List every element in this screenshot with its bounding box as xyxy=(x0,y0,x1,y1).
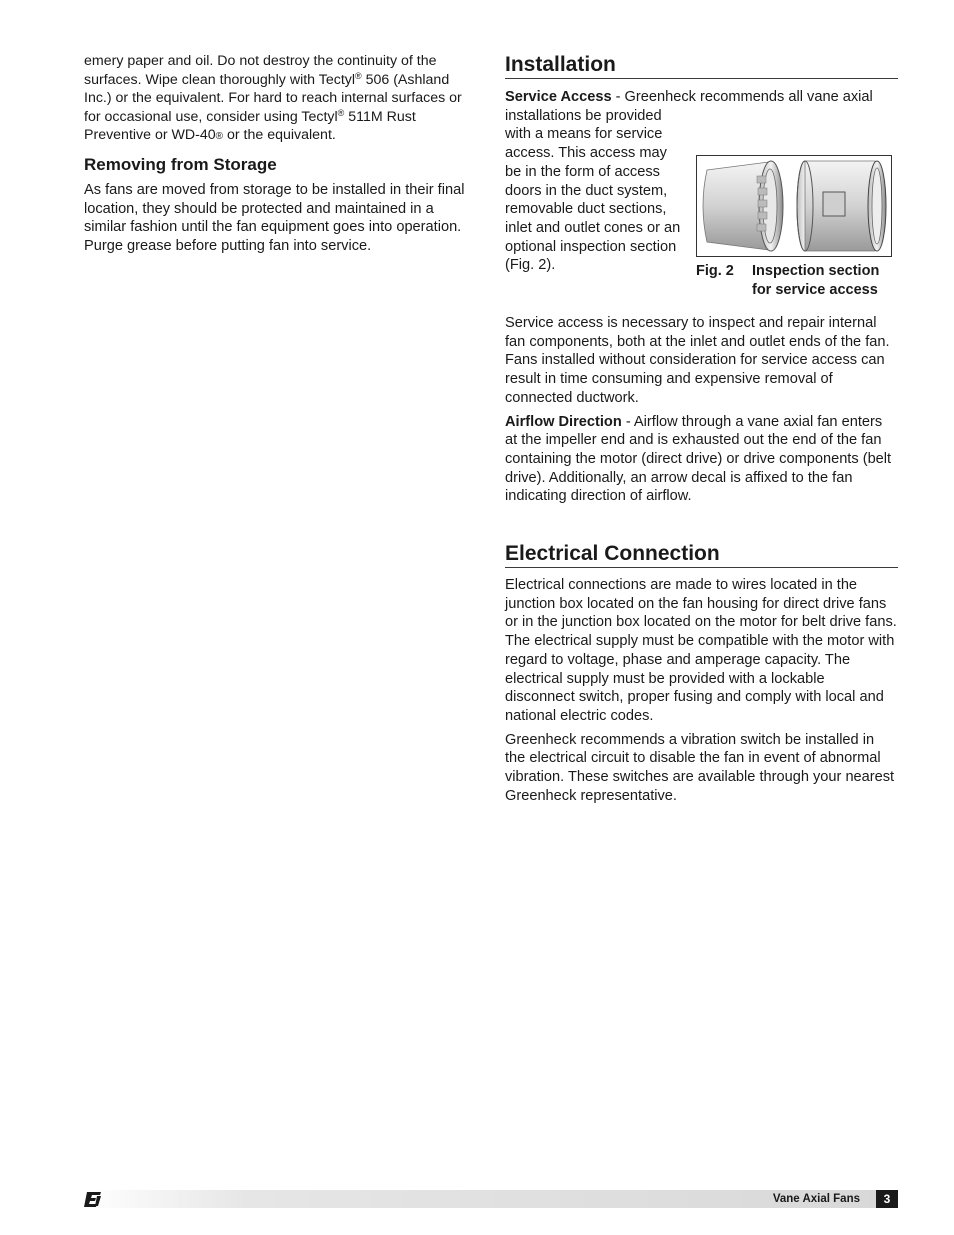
footer-document-title: Vane Axial Fans xyxy=(772,1193,860,1205)
removing-from-storage-heading: Removing from Storage xyxy=(84,154,277,174)
electrical-paragraph-1: Electrical connections are made to wires located in the junction box located on the fan housing for direct drive fans or in the junction box located on the motor for belt drive fans. The electrical supply must be compatible with the motor with regard to voltage, phase and amperage capacity. The electrical supply must be provided with a lockable disconnect switch, proper fusing and comply with local and national electric codes. xyxy=(505,577,897,724)
storage-preservation-paragraph: emery paper and oil. Do not destroy the continuity of the surfaces. Wipe clean thoroughly with Tectyl® 506 (Ashland Inc.) or the equivalent. For hard to reach internal surfaces or for occasional use, consider using Tectyl® 511M Rust Preventive or WD-40® or the equivalent. xyxy=(84,53,462,144)
figure-caption xyxy=(696,262,898,300)
service-access-paragraph: installations be provided with a means for service access. This access may be in the form of access doors in the duct system, removable duct sections, inlet and outlet cones or an optional inspection section (Fig. 2). xyxy=(505,107,681,274)
left-column xyxy=(84,52,474,256)
figure-number: Fig. 2 xyxy=(696,263,734,279)
greenheck-logo-icon xyxy=(84,1190,104,1208)
airflow-direction-label: Airflow Direction xyxy=(505,413,622,430)
service-access-paragraph-2: Service access is necessary to inspect and repair internal fan components, both at the inlet and outlet ends of the fan. Fans installed without consideration for service access can result in time consuming and expensive removal of connected ductwork. xyxy=(505,315,890,406)
inspection-section-image xyxy=(696,155,892,257)
figure-caption-text: Inspection section for service access xyxy=(752,263,880,298)
removing-from-storage-paragraph: As fans are moved from storage to be installed in their final location, they should be protected and maintained in a similar fashion until the fan equipment goes into operation. Purge grease before putting fan into service. xyxy=(84,181,465,255)
service-access-label: Service Access xyxy=(505,89,612,105)
right-column xyxy=(505,52,898,805)
inspection-section-illustration xyxy=(697,156,891,256)
page-number: 3 xyxy=(876,1190,898,1208)
installation-heading: Installation xyxy=(505,52,898,79)
figure-2 xyxy=(696,155,898,300)
electrical-paragraph-2: Greenheck recommends a vibration switch be installed in the electrical circuit to disable the fan in event of abnormal vibration. These switches are available through your nearest Greenheck representative. xyxy=(505,731,895,804)
service-access-block xyxy=(505,88,898,314)
airflow-direction-paragraph: Airflow Direction - Airflow through a vane axial fan enters at the impeller end and is exhausted out the end of the fan containing the motor (direct drive) or drive components (belt drive). Additionally, an arrow decal is affixed to the fan indicating direction of airflow. xyxy=(505,413,892,505)
electrical-connection-heading: Electrical Connection xyxy=(505,541,898,568)
service-access-first-line: Service Access - Greenheck recommends all vane axial xyxy=(505,89,873,105)
